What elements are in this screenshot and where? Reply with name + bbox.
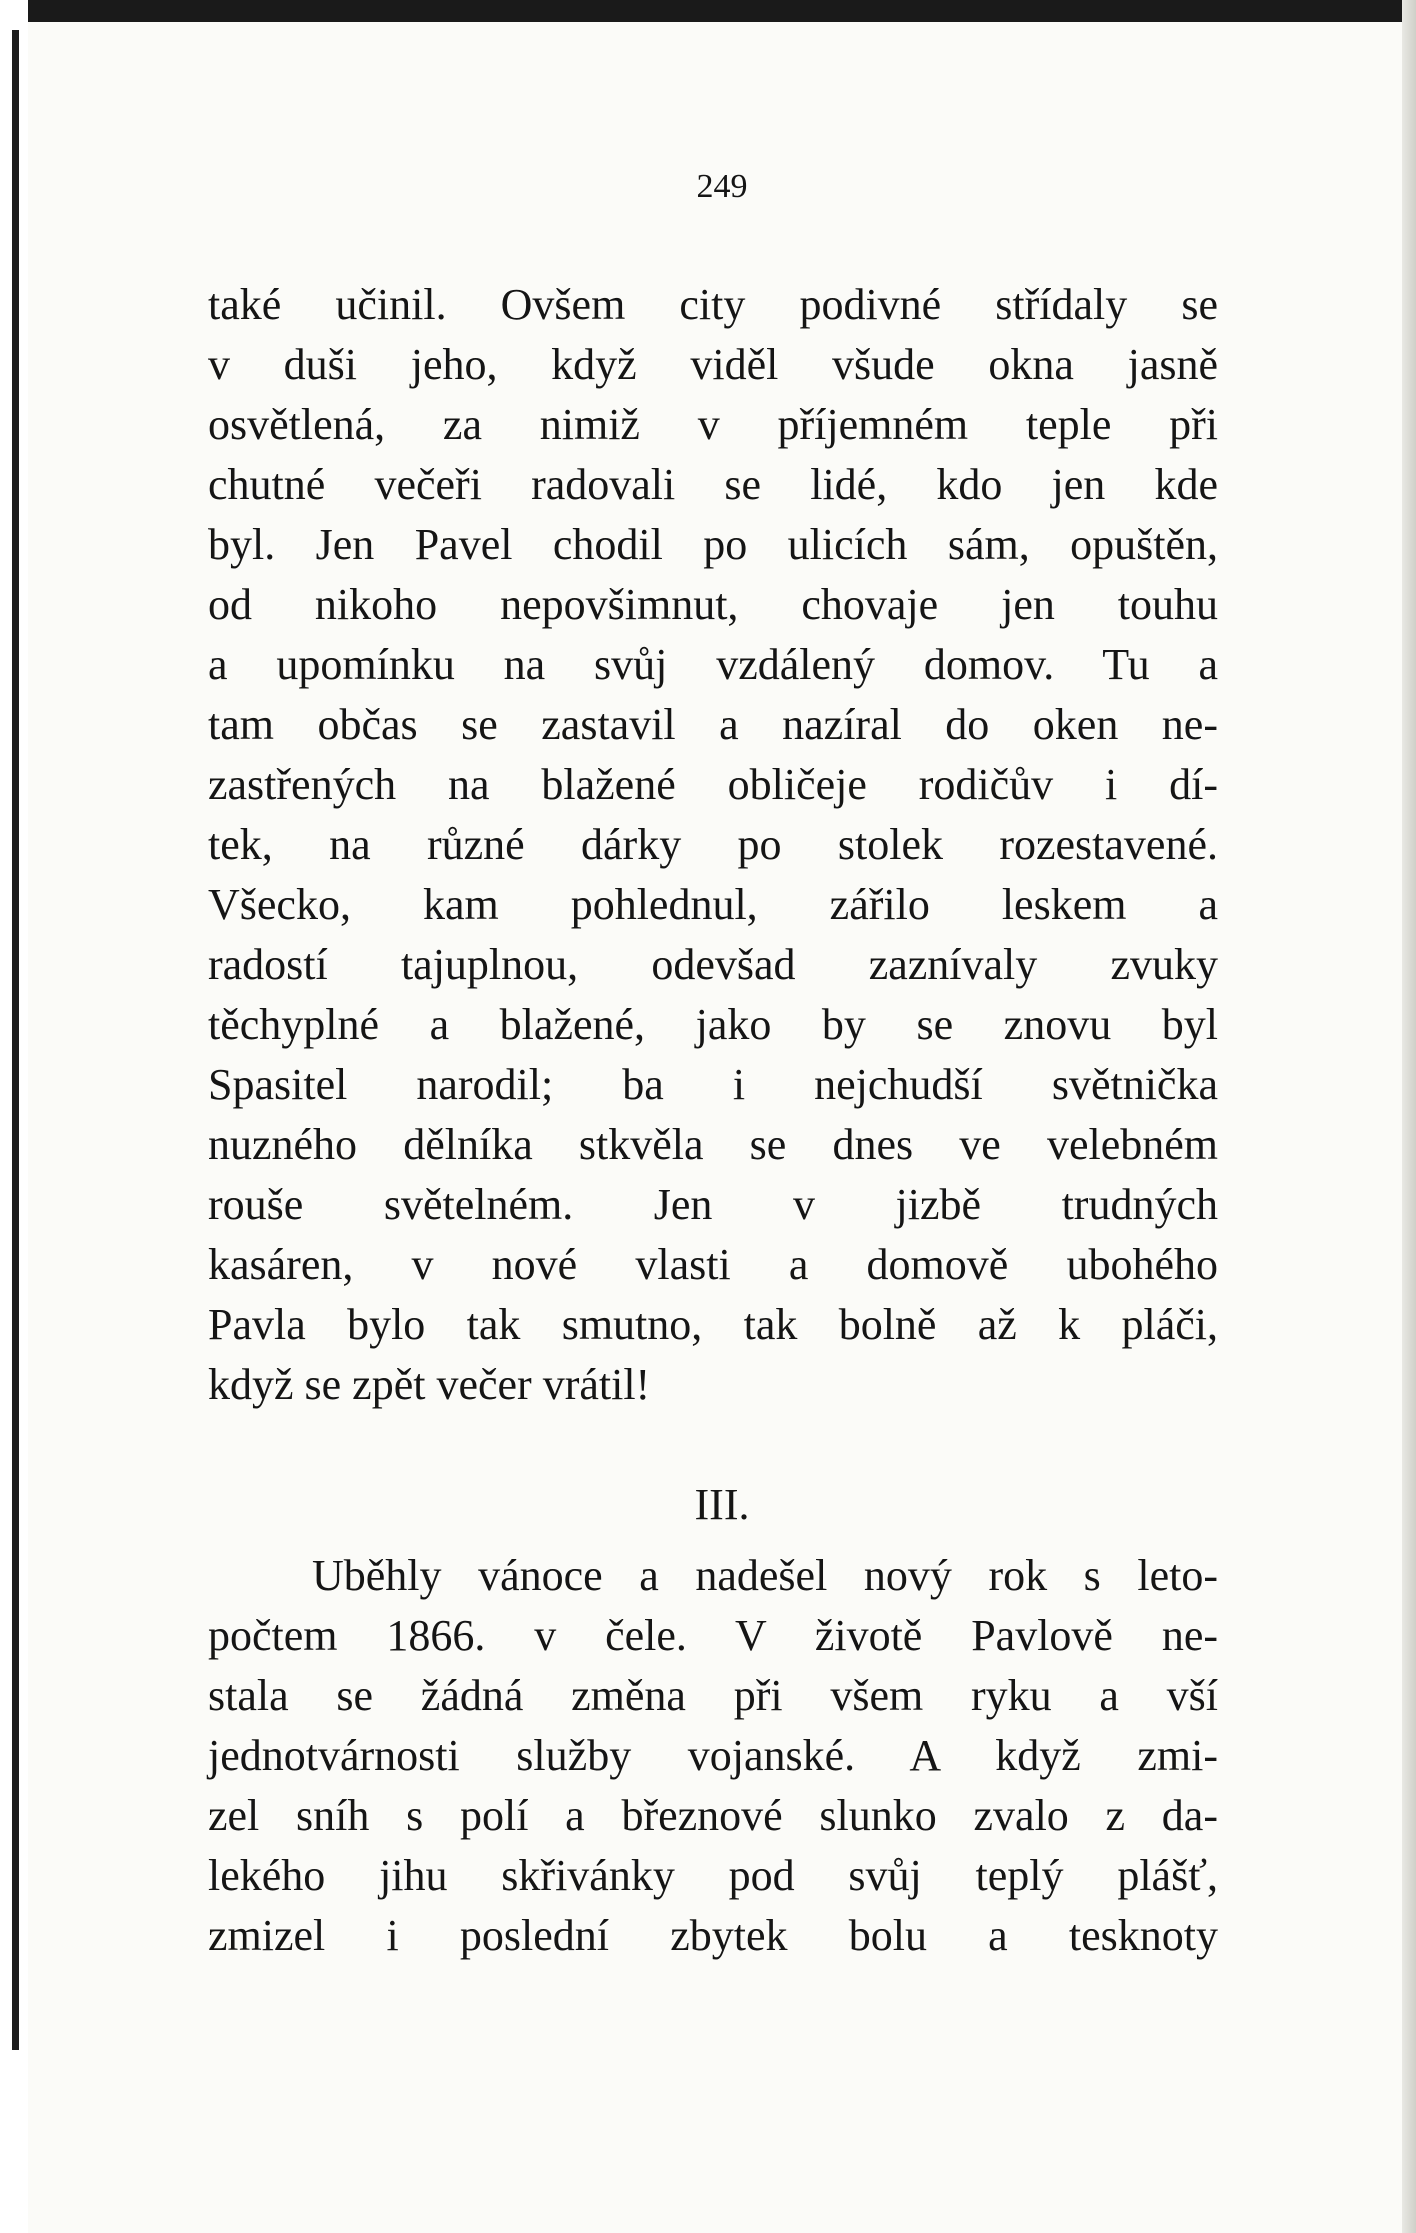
text-line: radostí tajuplnou, odevšad zaznívaly zvuky <box>208 940 1218 989</box>
text-line: Všecko, kam pohlednul, zářilo leskem a <box>208 880 1218 929</box>
text-line: nuzného dělníka stkvěla se dnes ve velebném <box>208 1120 1218 1169</box>
text-line: rouše světelném. Jen v jizbě trudných <box>208 1180 1218 1229</box>
text-line: od nikoho nepovšimnut, chovaje jen touhu <box>208 580 1218 629</box>
scan-right-edge <box>1402 0 1416 2233</box>
text-line: počtem 1866. v čele. V životě Pavlově ne- <box>208 1611 1218 1660</box>
text-line: zmizel i poslední zbytek bolu a tesknoty <box>208 1911 1218 1960</box>
text-line: chutné večeři radovali se lidé, kdo jen kde <box>208 460 1218 509</box>
text-line: také učinil. Ovšem city podivné střídaly se <box>208 280 1218 329</box>
page-number: 249 <box>696 168 748 205</box>
text-line: a upomínku na svůj vzdálený domov. Tu a <box>208 640 1218 689</box>
text-line: tek, na různé dárky po stolek rozestavené. <box>208 820 1218 869</box>
text-line: Spasitel narodil; ba i nejchudší světnička <box>208 1060 1218 1109</box>
text-line: zel sníh s polí a březnové slunko zvalo z da- <box>208 1791 1218 1840</box>
text-line: těchyplné a blažené, jako by se znovu byl <box>208 1000 1218 1049</box>
text-line: byl. Jen Pavel chodil po ulicích sám, opuštěn, <box>208 520 1218 569</box>
book-page <box>28 0 1416 2233</box>
scan-top-edge <box>28 0 1416 22</box>
text-line: stala se žádná změna při všem ryku a vší <box>208 1671 1218 1720</box>
paragraph-2 <box>208 1546 1218 1966</box>
text-line: zastřených na blažené obličeje rodičův i dí- <box>208 760 1218 809</box>
text-line: tam občas se zastavil a nazíral do oken ne- <box>208 700 1218 749</box>
text-line: jednotvárnosti služby vojanské. A když zmi- <box>208 1731 1218 1780</box>
text-line: Pavla bylo tak smutno, tak bolně až k pláči, <box>208 1300 1218 1349</box>
text-line: Uběhly vánoce a nadešel nový rok s leto- <box>312 1551 1218 1600</box>
section-heading: III. <box>694 1480 750 1529</box>
text-line: lekého jihu skřivánky pod svůj teplý plášť, <box>208 1851 1218 1900</box>
text-line: v duši jeho, když viděl všude okna jasně <box>208 340 1218 389</box>
text-line: když se zpět večer vrátil! <box>208 1360 651 1409</box>
paragraph-1 <box>208 275 1218 1415</box>
binding-rule <box>12 30 19 2050</box>
text-line: kasáren, v nové vlasti a domově ubohého <box>208 1240 1218 1289</box>
text-line: osvětlená, za nimiž v příjemném teple při <box>208 400 1218 449</box>
